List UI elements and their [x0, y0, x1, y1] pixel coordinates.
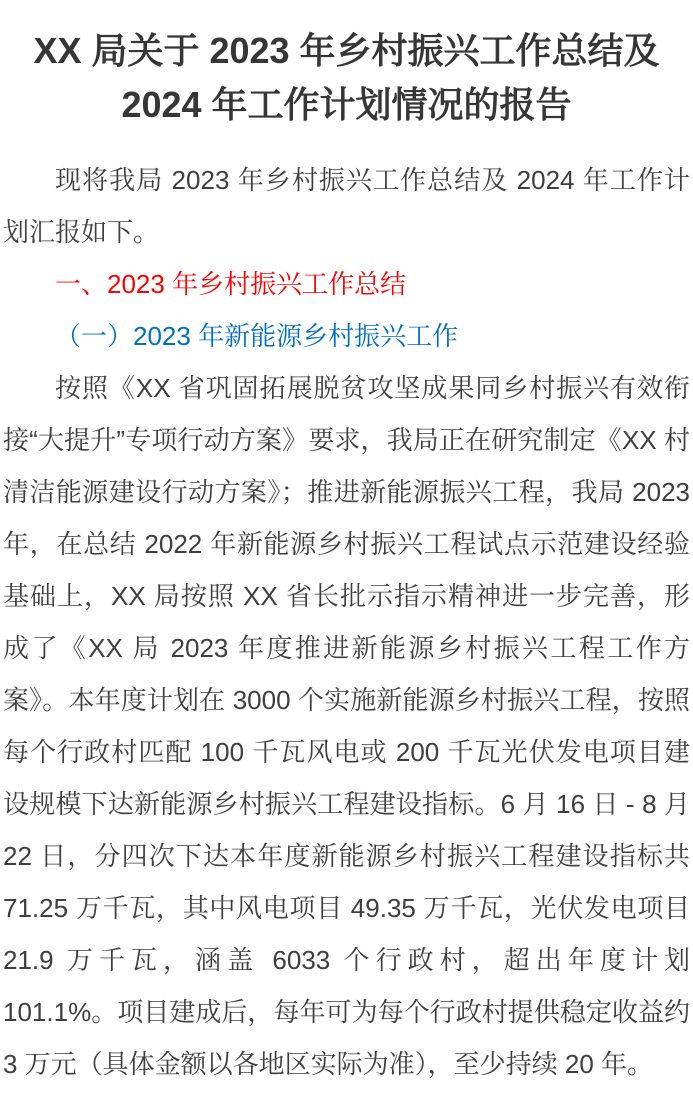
intro-paragraph: 现将我局 2023 年乡村振兴工作总结及 2024 年工作计划汇报如下。 — [3, 165, 690, 247]
subsection-heading-new-energy: （一）2023 年新能源乡村振兴工作 — [55, 321, 459, 351]
section-heading-2023-summary: 一、2023 年乡村振兴工作总结 — [55, 269, 407, 299]
body-paragraph-new-energy: 按照《XX 省巩固拓展脱贫攻坚成果同乡村振兴有效衔接“大提升”专项行动方案》要求，我局正在研究制定《XX 村清洁能源建设行动方案》；推进新能源振兴工程，我局 2023 年，在总结 2022 年新能源乡村振兴工程试点示范建设经验基础上，XX 局按照 XX 省长批示指示精神进一步完善，形成了《XX 局 2023 年度推进新能源乡村振兴工程工作方案》。本年度计划在 3000 个实施新能源乡村振兴工程，按照每个行政村匹配 100 千瓦风电或 200 千瓦光伏发电项目建设规模下达新能源乡村振兴工程建设指标。6 月 16 日 - 8 月 22 日，分四次下达本年度新能源乡村振兴工程建设指标共 71.25 万千瓦，其中风电项目 49.35 万千瓦，光伏发电项目 21.9 万千瓦，涵盖 6033 个行政村，超出年度计划 101.1%。项目建成后，每年可为每个行政村提供稳定收益约 3 万元（具体金额以各地区实际为准），至少持续 20 年。 — [3, 373, 690, 1079]
report-title: XX 局关于 2023 年乡村振兴工作总结及 2024 年工作计划情况的报告 — [33, 30, 660, 125]
